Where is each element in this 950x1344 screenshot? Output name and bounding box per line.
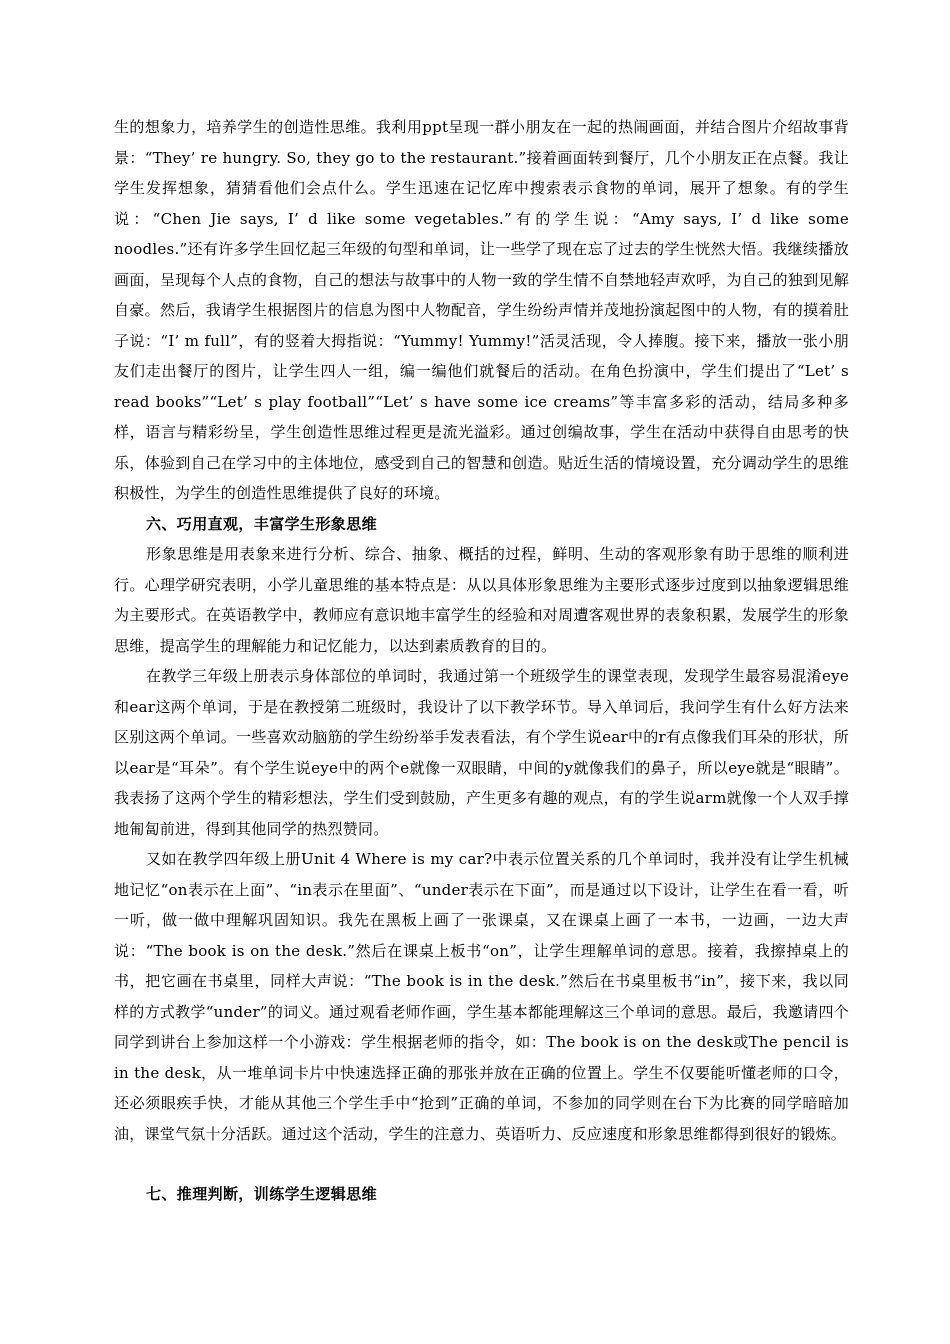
paragraph-position-words-example: 又如在教学四年级上册Unit 4 Where is my car?中表示位置关系的几个单词时，我并没有让学生机械地记忆“on表示在上面”、“in表示在里面”、“under表示在下面”，而是通过以下设计，让学生在看一看，听一听，做一做中理解巩固知识。我先在黑板上画了一张课桌，又在课桌上画了一本书，一边画，一边大声说：“The book is on the desk.”然后在课桌上板书“on”，让学生理解单词的意思。接着，我擦掉桌上的书，把它画在书桌里，同样大声说：“The book is in the desk.”然后在书桌里板书“in”，接下来，我以同样的方式教学“under”的词义。通过观看老师作画，学生基本都能理解这三个单词的意思。最后，我邀请四个同学到讲台上参加这样一个小游戏：学生根据老师的指令，如：The book is on the desk或The pencil is in the desk，从一堆单词卡片中快速选择正确的那张并放在正确的位置上。学生不仅要能听懂老师的口令，还必须眼疾手快，才能从其他三个学生手中“抢到”正确的单词，不参加的同学则在台下为比赛的同学暗暗加油，课堂气氛十分活跃。通过这个活动，学生的注意力、英语听力、反应速度和形象思维都得到很好的锻炼。 — [114, 850, 849, 1143]
paragraph-creative-thinking-continued: 生的想象力，培养学生的创造性思维。我利用ppt呈现一群小朋友在一起的热闹画面，并结合图片介绍故事背景：“They’ re hungry. So, they go to the restaurant.”接着画面转到餐厅，几个小朋友正在点餐。我让学生发挥想象，猜猜看他们会点什么。学生迅速在记忆库中搜索表示食物的单词，展开了想象。有的学生说：“Chen Jie says, I’ d like some vegetables.”有的学生说：“Amy says, I’ d like some noodles.”还有许多学生回忆起三年级的句型和单词，让一些学了现在忘了过去的学生恍然大悟。我继续播放画面，呈现每个人点的食物，自己的想法与故事中的人物一致的学生情不自禁地轻声欢呼，为自己的独到见解自豪。然后，我请学生根据图片的信息为图中人物配音，学生纷纷声情并茂地扮演起图中的人物，有的摸着肚子说：“I’ m full”，有的竖着大拇指说：“Yummy! Yummy!”活灵活现，令人捧腹。接下来，播放一张小朋友们走出餐厅的图片，让学生四人一组，编一编他们就餐后的活动。在角色扮演中，学生们提出了“Let’ s read books”“Let’ s play football”“Let’ s have some ice creams”等丰富多彩的活动，结局多种多样，语言与精彩纷呈，学生创造性思维过程更是流光溢彩。通过创编故事，学生在活动中获得自由思考的快乐，体验到自己在学习中的主体地位，感受到自己的智慧和创造。贴近生活的情境设置，充分调动学生的思维积极性，为学生的创造性思维提供了良好的环境。 — [114, 118, 849, 502]
paragraph-visual-thinking-intro: 形象思维是用表象来进行分析、综合、抽象、概括的过程，鲜明、生动的客观形象有助于思维的顺利进行。心理学研究表明，小学儿童思维的基本特点是：从以具体形象思维为主要形式逐步过度到以抽象逻辑思维为主要形式。在英语教学中，教师应有意识地丰富学生的经验和对周遭客观世界的表象积累，发展学生的形象思维，提高学生的理解能力和记忆能力，以达到素质教育的目的。 — [114, 545, 849, 655]
section-heading-logical-thinking: 七、推理判断，训练学生逻辑思维 — [146, 1185, 378, 1203]
paragraph-eye-ear-example: 在教学三年级上册表示身体部位的单词时，我通过第一个班级学生的课堂表现，发现学生最容易混淆eye和ear这两个单词，于是在教授第二班级时，我设计了以下教学环节。导入单词后，我问学生有什么好方法来区别这两个单词。一些喜欢动脑筋的学生纷纷举手发表看法，有个学生说ear中的r有点像我们耳朵的形状，所以ear是“耳朵”。有个学生说eye中的两个e就像一双眼睛，中间的y就像我们的鼻子，所以eye就是“眼睛”。我表扬了这两个学生的精彩想法，学生们受到鼓励，产生更多有趣的观点，有的学生说arm就像一个人双手撑地匍匐前进，得到其他同学的热烈赞同。 — [114, 667, 849, 838]
section-heading-visual-thinking: 六、巧用直观，丰富学生形象思维 — [146, 514, 378, 533]
document-body — [114, 112, 849, 1210]
